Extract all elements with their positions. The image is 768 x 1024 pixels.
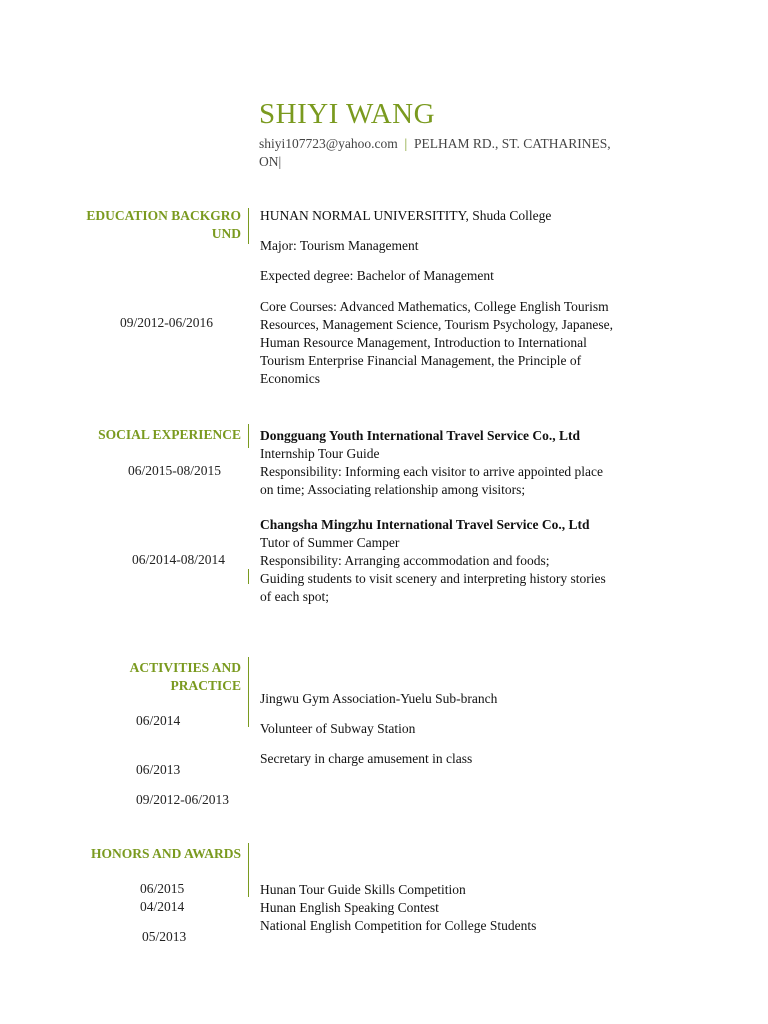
section-divider <box>248 569 249 584</box>
education-date: 09/2012-06/2016 <box>120 315 213 330</box>
courses-line: Human Resource Management, Introduction to International <box>260 335 587 350</box>
activity-date: 06/2013 <box>136 762 181 777</box>
address-text-line2: ON| <box>259 154 282 169</box>
email-text: shiyi107723@yahoo.com <box>259 136 398 151</box>
address-text: PELHAM RD., ST. CATHARINES, <box>414 136 611 151</box>
section-title-line: UND <box>211 226 241 241</box>
social-entry <box>260 427 603 499</box>
courses-line: Economics <box>260 371 320 386</box>
entry-line: Internship Tour Guide <box>260 446 380 461</box>
education-degree: Expected degree: Bachelor of Management <box>260 268 494 283</box>
courses-line: Core Courses: Advanced Mathematics, College English Tourism <box>260 299 609 314</box>
honor-date: 06/2015 <box>140 881 185 896</box>
entry-line: Guiding students to visit scenery and interpreting history stories <box>260 571 606 586</box>
resume-name: SHIYI WANG <box>259 98 436 130</box>
education-courses <box>260 298 613 388</box>
honor-item: Hunan English Speaking Contest <box>260 900 439 915</box>
social-date: 06/2014-08/2014 <box>132 552 225 567</box>
honor-date: 05/2013 <box>142 929 187 944</box>
section-title-line: PRACTICE <box>170 678 241 693</box>
entry-line: Tutor of Summer Camper <box>260 535 400 550</box>
section-title-activities <box>66 659 241 695</box>
activity-date: 06/2014 <box>136 713 181 728</box>
entry-line: of each spot; <box>260 589 329 604</box>
entry-line: on time; Associating relationship among visitors; <box>260 482 526 497</box>
honor-item: National English Competition for College Students <box>260 918 537 933</box>
honor-item: Hunan Tour Guide Skills Competition <box>260 882 466 897</box>
section-title-social: SOCIAL EXPERIENCE <box>98 427 241 442</box>
section-title-line: ACTIVITIES AND <box>129 660 241 675</box>
section-title-line: EDUCATION BACKGRO <box>86 208 241 223</box>
education-school: HUNAN NORMAL UNIVERSITITY, Shuda College <box>260 208 552 223</box>
entry-line: Responsibility: Informing each visitor to arrive appointed place <box>260 464 604 479</box>
contact-info <box>259 135 669 171</box>
separator: | <box>404 136 408 151</box>
activity-item: Volunteer of Subway Station <box>260 721 416 736</box>
section-title-education <box>66 207 241 243</box>
activity-date: 09/2012-06/2013 <box>136 792 229 807</box>
company-name: Dongguang Youth International Travel Service Co., Ltd <box>260 428 581 443</box>
section-divider <box>248 657 249 727</box>
section-divider <box>248 843 249 897</box>
honor-date: 04/2014 <box>140 899 185 914</box>
social-entry <box>260 516 606 606</box>
courses-line: Resources, Management Science, Tourism Psychology, Japanese, <box>260 317 613 332</box>
section-divider <box>248 208 249 244</box>
section-divider <box>248 424 249 448</box>
company-name: Changsha Mingzhu International Travel Service Co., Ltd <box>260 517 590 532</box>
education-major: Major: Tourism Management <box>260 238 419 253</box>
activity-item: Secretary in charge amusement in class <box>260 751 473 766</box>
activity-item: Jingwu Gym Association-Yuelu Sub-branch <box>260 691 498 706</box>
social-date: 06/2015-08/2015 <box>128 463 221 478</box>
courses-line: Tourism Enterprise Financial Management, the Principle of <box>260 353 582 368</box>
entry-line: Responsibility: Arranging accommodation and foods; <box>260 553 550 568</box>
section-title-honors: HONORS AND AWARDS <box>90 846 241 861</box>
